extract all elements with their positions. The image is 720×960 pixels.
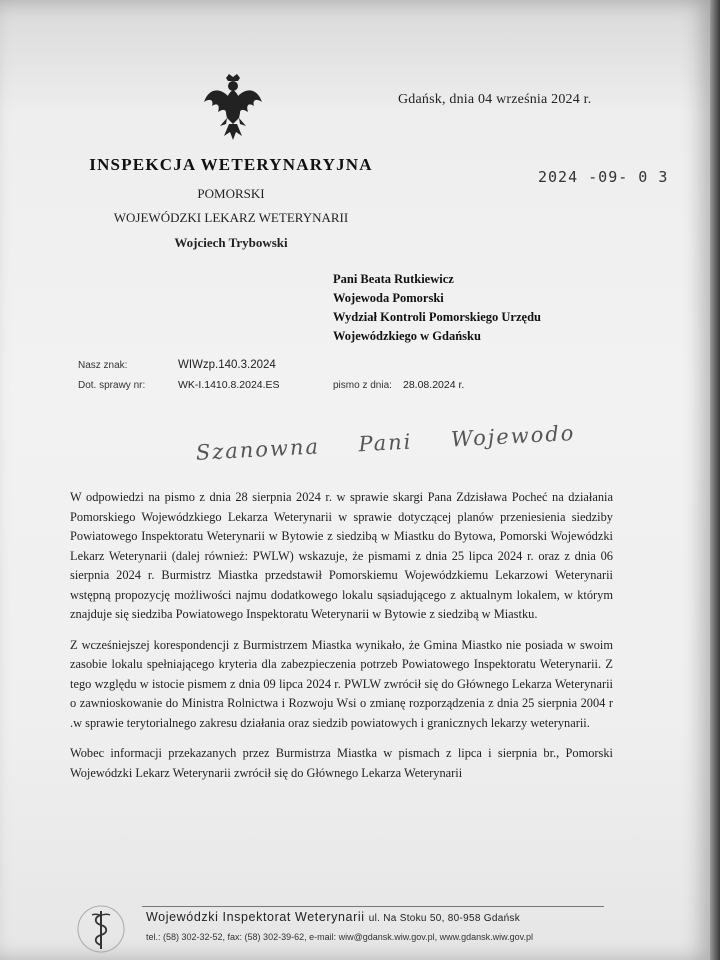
institution-office: WOJEWÓDZKI LEKARZ WETERYNARII [113,210,349,225]
body-paragraph: W odpowiedzi na pismo z dnia 28 sierpnia 2024 r. w sprawie skargi Pana Zdzisława Pocheć na działania Pomorskiego Wojewódzkiego Lekarza Weterynarii w sprawie dotyczącej planów przeniesienia siedziby Powiatowego Inspektoratu Weterynarii w Bytowie z siedzibą w Miastku do Bytowa, Pomorski Wojewódzki Lekarz Weterynarii (dalej również: PWLW) wskazuje, że pismami z dnia 25 lipca 2024 r. oraz z dnia 06 sierpnia 2024 r. Burmistrz Miastka przedstawił Pomorskiemu Wojewódzkiemu Lekarzowi Weterynarii wstępną propozycję możliwości najmu dodatkowego lokalu sąsiadującego z aktualnym lokalem, w którym znajduje się siedziba Powiatowego Inspektoratu Weterynarii w Bytowie z siedzibą w Miastku. [70,490,613,621]
our-sign-value: WIWzp.140.3.2024 [178,359,276,371]
letter-date-label: pismo z dnia: [333,380,392,391]
footer-divider [142,906,604,907]
addressee-line: Wydział Kontroli Pomorskiego Urzędu [333,310,541,324]
footer-address: ul. Na Stoku 50, 80-958 Gdańsk [368,913,521,924]
place-and-date: Gdańsk, dnia 04 września 2024 r. [398,92,592,107]
handwritten-salutation: Szanowna Pani Wojewodo [195,420,576,465]
institution-name: INSPEKCJA WETERYNARYJNA [89,155,373,174]
addressee-line: Pani Beata Rutkiewicz [333,272,454,286]
footer-title-text: Wojewódzki Inspektorat Weterynarii [146,910,365,924]
body-paragraph: Z wcześniejszej korespondencji z Burmistrzem Miastka wynikało, że Gmina Miastko nie posiada w swoim zasobie lokalu spełniającego kryteria dla zabezpieczenia potrzeb Powiatowego Inspektoratu Weterynarii. Z tego względu w istocie pismem z dnia 09 lipca 2024 r. PWLW zwrócił się do Głównego Lekarza Weterynarii o zawnioskowanie do Ministra Rolnictwa i Rozwoju Wsi o zmianę rozporządzenia z dnia 25 sierpnia 2004 r .w sprawie terytorialnego zakresu działania oraz siedzib powiatowych i granicznych lekarzy weterynarii. [70,637,613,730]
body-paragraph: Wobec informacji przekazanych przez Burmistrza Miastka w pismach z lipca i sierpnia br., Pomorski Wojewódzki Lekarz Weterynarii zwrócił się do Głównego Lekarza Weterynarii [70,746,613,780]
letter-body [70,488,613,794]
our-sign-label: Nasz znak: [78,360,128,371]
case-number-label: Dot. sprawy nr: [78,380,146,391]
institution-person: Wojciech Trybowski [174,235,288,250]
veterinary-caduceus-logo-icon [76,903,126,955]
case-number-value: WK-I.1410.8.2024.ES [178,379,280,391]
institution-region: POMORSKI [197,186,265,201]
footer-institution [146,910,520,924]
page-edge-shadow [710,0,720,960]
letter-date-value: 28.08.2024 r. [403,379,465,391]
footer-contact: tel.: (58) 302-32-52, fax: (58) 302-39-62, e-mail: wiw@gdansk.wiw.gov.pl, www.gdansk.wiw.gov.pl [146,932,533,942]
polish-eagle-emblem-icon [200,72,266,142]
received-date-stamp: 2024 -09- 0 3 [538,168,669,186]
addressee-line: Wojewódzkiego w Gdańsku [333,329,481,343]
addressee-line: Wojewoda Pomorski [333,291,444,305]
addressee-block [333,270,623,346]
